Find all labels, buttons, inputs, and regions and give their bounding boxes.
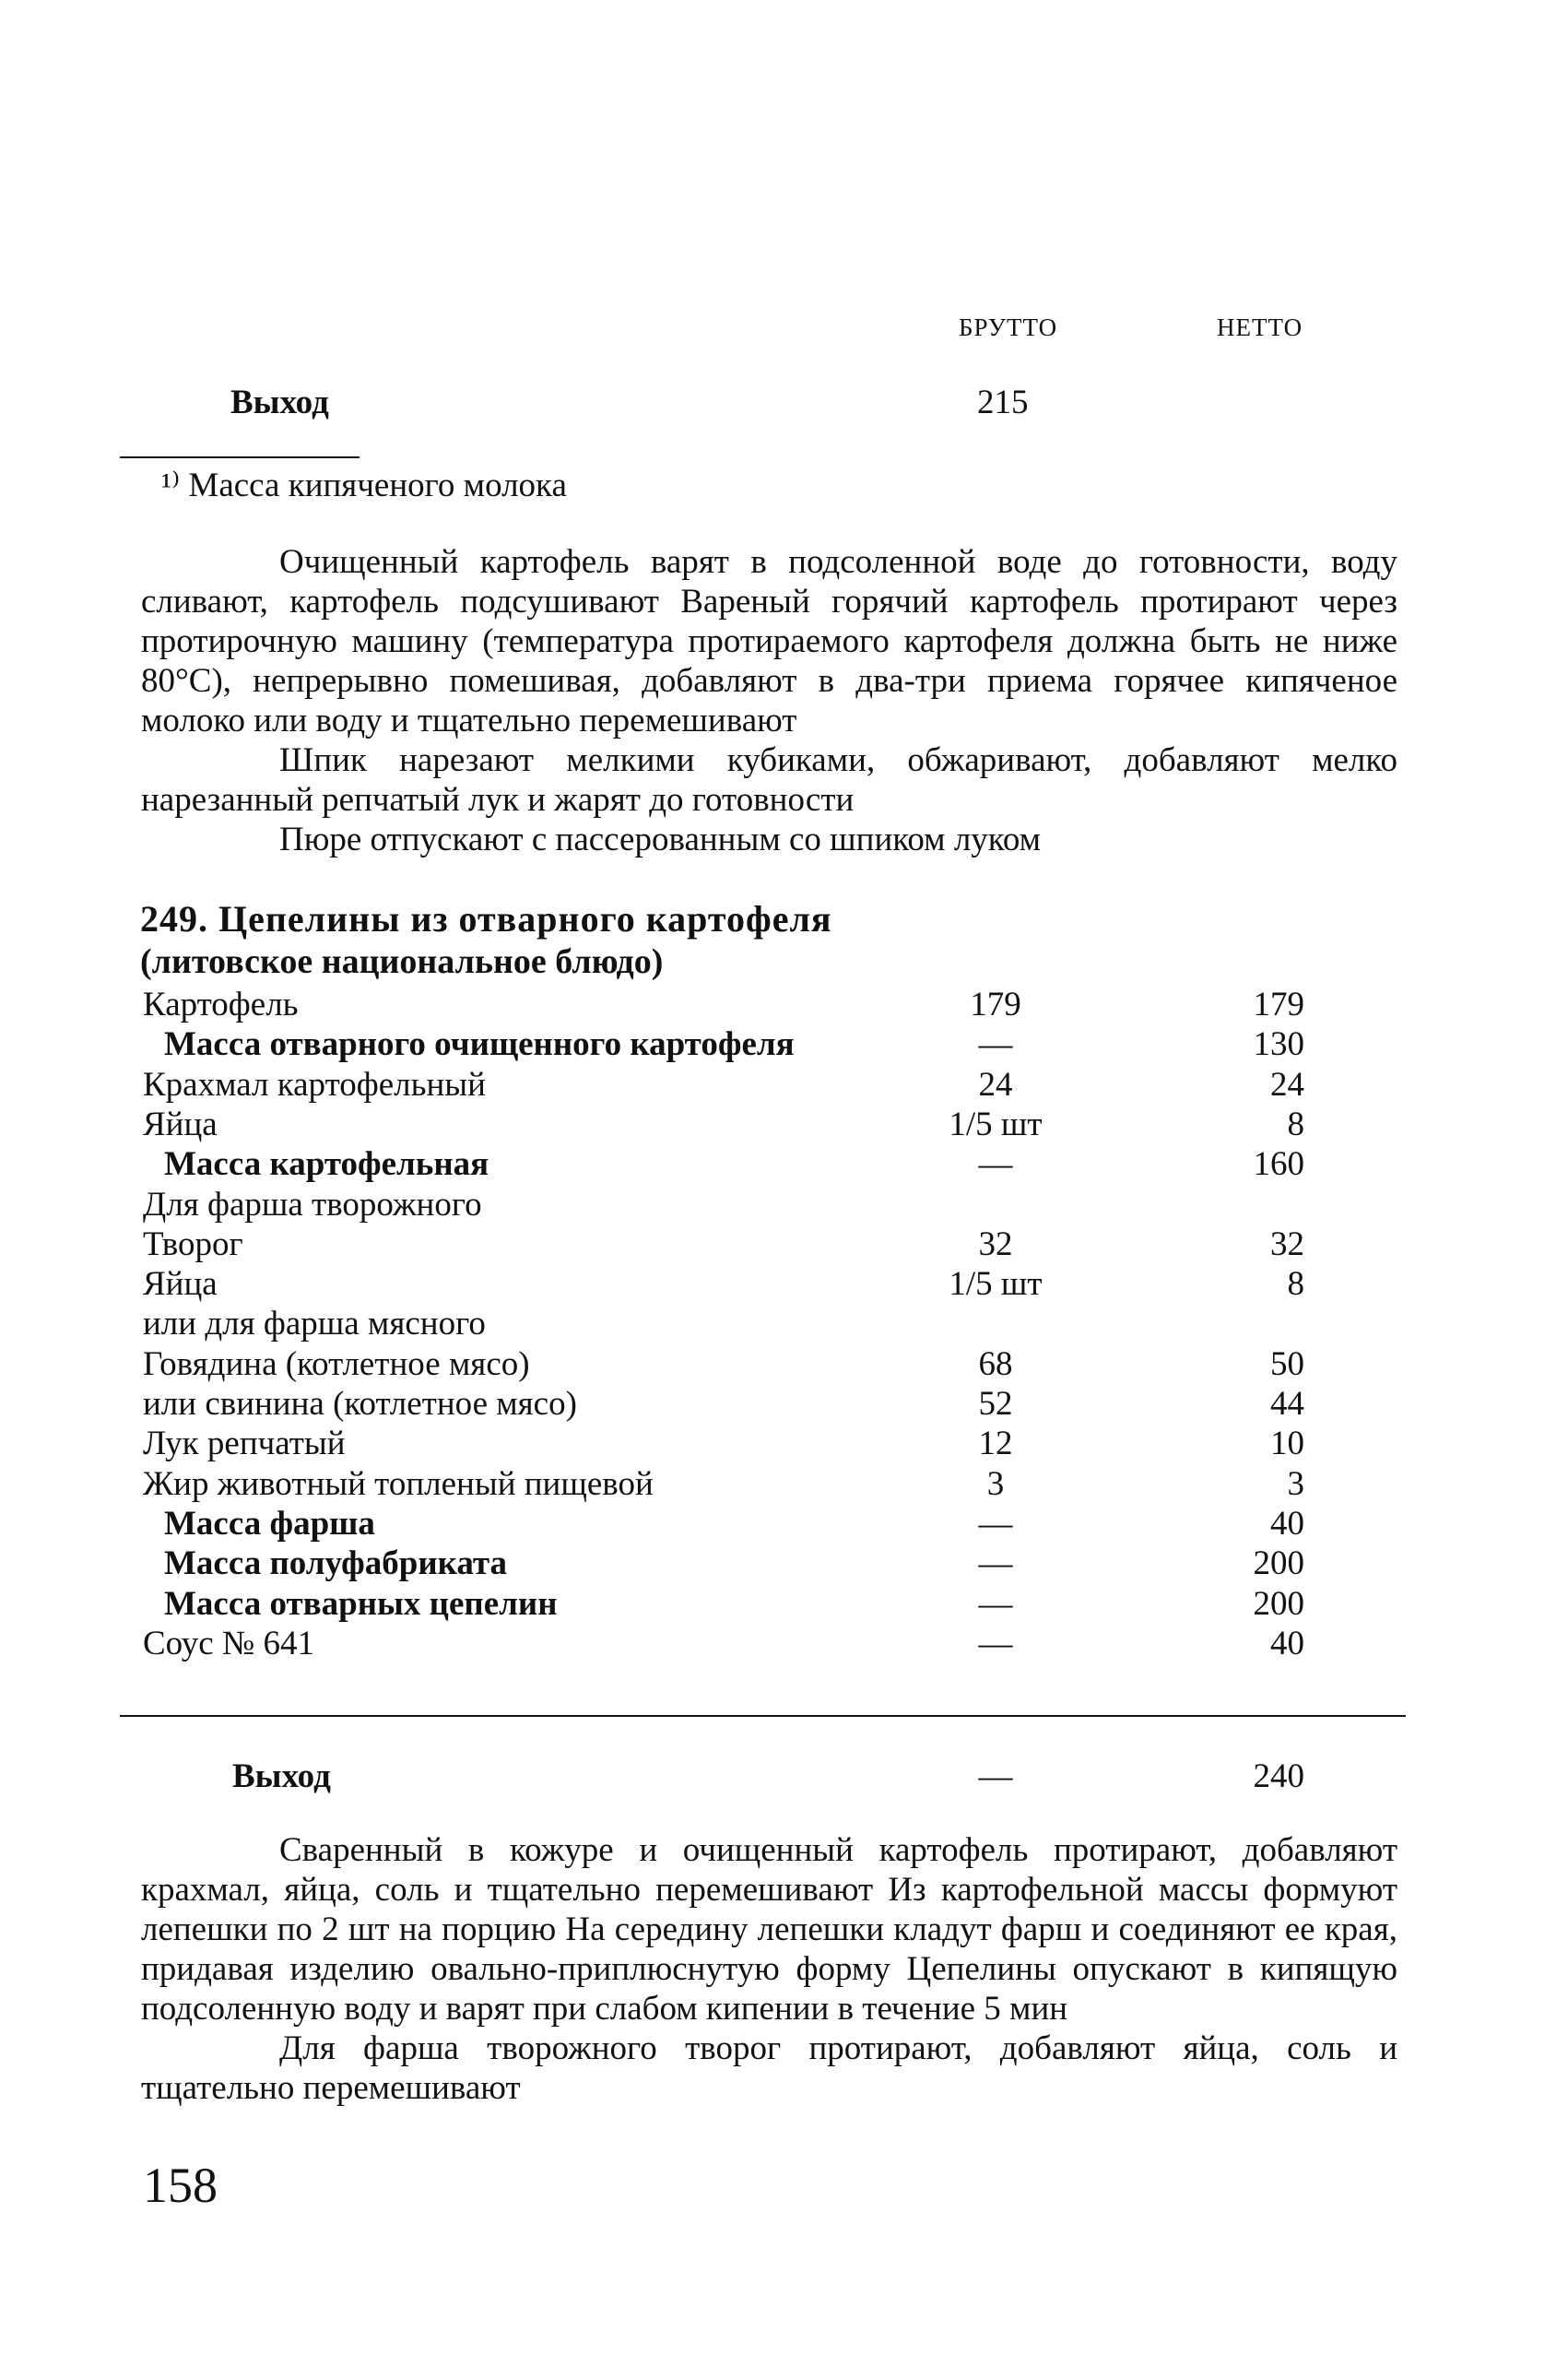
ingredient-brutto: 24 bbox=[978, 1066, 1013, 1104]
ingredient-name: Творог bbox=[143, 1225, 243, 1263]
top-paragraph-2: Шпик нарезают мелкими кубиками, обжаривают, добавляют мелко нарезанный репчатый лук и жарят до готовности bbox=[141, 741, 1397, 819]
top-yield-label: Выход bbox=[230, 384, 329, 421]
ingredient-netto: 40 bbox=[1270, 1505, 1304, 1543]
ingredient-netto: 200 bbox=[1253, 1544, 1304, 1582]
ingredient-name: Крахмал картофельный bbox=[143, 1066, 486, 1104]
ingredient-name: Жир животный топленый пищевой bbox=[143, 1465, 654, 1503]
ingredient-brutto: 32 bbox=[978, 1225, 1013, 1263]
footnote: ¹⁾ Масса кипяченого молока bbox=[161, 467, 567, 504]
ingredient-name: Картофель bbox=[143, 986, 299, 1023]
ingredient-netto: 179 bbox=[1253, 986, 1304, 1023]
ingredient-netto: 50 bbox=[1270, 1345, 1304, 1383]
ingredient-name: Масса картофельная bbox=[164, 1145, 489, 1183]
top-yield-brutto: 215 bbox=[977, 384, 1029, 421]
ingredient-name: Говядина (котлетное мясо) bbox=[143, 1345, 530, 1383]
recipe-yield-netto: 240 bbox=[1253, 1757, 1304, 1795]
ingredient-netto: 40 bbox=[1270, 1625, 1304, 1662]
ingredient-netto: 8 bbox=[1287, 1265, 1304, 1303]
ingredient-name: Лук репчатый bbox=[143, 1425, 346, 1462]
page-number: 158 bbox=[143, 2158, 218, 2213]
top-paragraph-1: Очищенный картофель варят в подсоленной воде до готовности, воду сливают, картофель подсушивают Вареный горячий картофель протирают через протирочную машину (температура протираемого картофеля должна быть не ниже 80°С), непрерывно помешивая, добавляют в два-три приема горячее кипяченое молоко или воду и тщательно перемешивают bbox=[141, 543, 1397, 739]
ingredient-netto: 160 bbox=[1253, 1145, 1304, 1183]
ingredient-brutto: 52 bbox=[978, 1385, 1013, 1423]
ingredient-brutto: 179 bbox=[970, 986, 1021, 1023]
ingredient-brutto: 68 bbox=[978, 1345, 1013, 1383]
recipe-yield-brutto: — bbox=[978, 1757, 1013, 1795]
recipe-subtitle: (литовское национальное блюдо) bbox=[140, 942, 664, 981]
recipe-title: 249. Цепелины из отварного картофеля bbox=[140, 898, 832, 940]
ingredient-brutto: 1/5 шт bbox=[949, 1106, 1043, 1143]
ingredient-brutto: — bbox=[978, 1505, 1013, 1543]
ingredient-name: Масса фарша bbox=[164, 1505, 375, 1543]
footnote-divider bbox=[120, 456, 360, 458]
ingredient-name: Для фарша творожного bbox=[143, 1186, 482, 1224]
recipe-paragraphs bbox=[141, 1830, 1397, 2108]
ingredient-netto: 8 bbox=[1287, 1106, 1304, 1143]
ingredient-name: Масса отварных цепелин bbox=[164, 1585, 558, 1623]
table-bottom-rule bbox=[120, 1715, 1406, 1717]
ingredient-netto: 10 bbox=[1270, 1425, 1304, 1462]
ingredient-brutto: — bbox=[978, 1544, 1013, 1582]
ingredient-name: Яйца bbox=[143, 1106, 218, 1143]
ingredient-brutto: — bbox=[978, 1585, 1013, 1623]
ingredient-brutto: 1/5 шт bbox=[949, 1265, 1043, 1303]
ingredient-netto: 24 bbox=[1270, 1066, 1304, 1104]
ingredient-brutto: — bbox=[978, 1025, 1013, 1063]
ingredient-netto: 130 bbox=[1253, 1025, 1304, 1063]
ingredient-netto: 200 bbox=[1253, 1585, 1304, 1623]
ingredient-brutto: — bbox=[978, 1625, 1013, 1662]
ingredient-netto: 32 bbox=[1270, 1225, 1304, 1263]
recipe-paragraph-1: Сваренный в кожуре и очищенный картофель протирают, добавляют крахмал, яйца, соль и тщательно перемешивают Из картофельной массы формуют лепешки по 2 шт на порцию На середину лепешки кладут фарш и соединяют ее края, придавая изделию овально-приплюснутую форму Цепелины опускают в кипящую подсоленную воду и варят при слабом кипении в течение 5 мин bbox=[141, 1831, 1397, 2028]
ingredient-name: Масса отварного очищенного картофеля bbox=[164, 1025, 795, 1063]
ingredient-name: или для фарша мясного bbox=[143, 1305, 486, 1343]
ingredient-name: или свинина (котлетное мясо) bbox=[143, 1385, 577, 1423]
column-header-netto: НЕТТО bbox=[1217, 313, 1303, 341]
recipe-paragraph-2: Для фарша творожного творог протирают, добавляют яйца, соль и тщательно перемешивают bbox=[141, 2029, 1397, 2107]
top-paragraphs bbox=[141, 542, 1397, 859]
ingredient-netto: 44 bbox=[1270, 1385, 1304, 1423]
ingredient-brutto: 3 bbox=[986, 1465, 1005, 1503]
recipe-yield-label: Выход bbox=[232, 1757, 331, 1795]
column-header-brutto: БРУТТО bbox=[959, 313, 1058, 341]
ingredient-netto: 3 bbox=[1287, 1465, 1304, 1503]
ingredient-brutto: — bbox=[978, 1145, 1013, 1183]
ingredient-name: Соус № 641 bbox=[143, 1625, 314, 1662]
top-paragraph-3: Пюре отпускают с пассерованным со шпиком луком bbox=[279, 821, 1042, 858]
ingredient-brutto: 12 bbox=[978, 1425, 1013, 1462]
ingredient-name: Масса полуфабриката bbox=[164, 1544, 508, 1582]
ingredient-name: Яйца bbox=[143, 1265, 218, 1303]
